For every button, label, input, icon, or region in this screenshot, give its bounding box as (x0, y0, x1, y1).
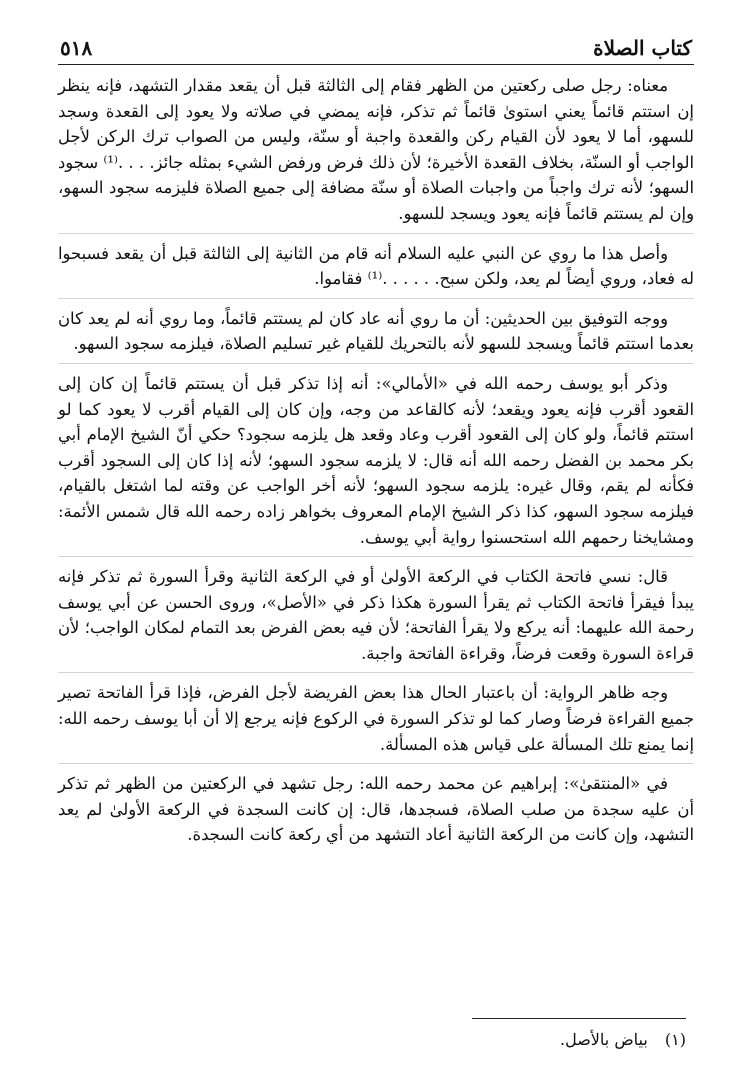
chapter-title: كتاب الصلاة (593, 36, 692, 60)
footnote (50, 1028, 686, 1052)
running-header (58, 26, 694, 65)
page-number: ٥١٨ (60, 36, 93, 60)
footnote-marker: (١) (664, 1030, 686, 1049)
paragraph: معناه: رجل صلى ركعتين من الظهر فقام إلى الثالثة قبل أن يقعد مقدار التشهد، فإنه ينظر إن استتم قائماً يعني استوىٰ قائماً ثم تذكر، فإنه يمضي في صلاته ولا يعود إلى القعدة وسجد للسهو، أما لا يعود لأن القيام ركن والقعدة واجبة أو سنّة، وليس من الصواب ترك الركن لأجل الواجب أو السنّة، بخلاف القعدة الأخيرة؛ لأن ذلك فرض ورفض الشيء بمثله جائز. . . .⁽¹⁾ سجود السهو؛ لأنه ترك واجباً من واجبات الصلاة أو سنّة مضافة إلى جميع الصلاة فليزمه سجود السهو، وإن لم يستتم قائماً فإنه يعود ويسجد للسهو. (58, 76, 694, 223)
paragraph: وجه ظاهر الرواية: أن باعتبار الحال هذا بعض الفريضة لأجل الفرض، فإذا قرأ الفاتحة تصير جميع القراءة فرضاً وصار كما لو تذكر السورة في الركوع فإنه يرجع إلا أن أبا يوسف رحمه الله: إنما يمنع تلك المسألة على قياس هذه المسألة. (58, 672, 694, 757)
page (58, 26, 694, 850)
paragraph: ووجه التوفيق بين الحديثين: أن ما روي أنه عاد كان لم يستتم قائماً، وما روي أنه لم يعد كان بعدما استتم قائماً ويسجد للسهو لأنه بالتحريك للقيام غير تسليم الصلاة، فيلزمه سجود السهو. (58, 298, 694, 357)
paragraph: قال: نسي فاتحة الكتاب في الركعة الأولىٰ أو في الركعة الثانية وقرأ السورة ثم تذكر فإنه يبدأ فيقرأ فاتحة الكتاب ثم يقرأ السورة هكذا ذكر في «الأصل»، وروى الحسن عن أبي يوسف رحمة الله عليهما: أنه يركع ولا يقرأ الفاتحة؛ لأن فيه بعض الفرض بعد التمام لمكان الواجب؛ لأن قراءة السورة وقعت فرضاً، وقراءة الفاتحة واجبة. (58, 556, 694, 666)
paragraph: وأصل هذا ما روي عن النبي عليه السلام أنه قام من الثانية إلى الثالثة قبل أن يقعد فسبحوا له فعاد، وروي أيضاً لم يعد، ولكن سبح. . . . . .⁽¹⁾ فقاموا. (58, 233, 694, 292)
paragraph: وذكر أبو يوسف رحمه الله في «الأمالي»: أنه إذا تذكر قبل أن يستتم قائماً إن كان إلى القعود أقرب فإنه يعود ويقعد؛ لأنه كالقاعد من وجه، وإن كان إلى القيام أقرب لا يعود كما لو استتم قائماً، ولو كان إلى القعود أقرب وعاد وقعد هل يلزمه سجود؟ حكي أنّ الشيخ الإمام أبي بكر محمد بن الفضل رحمه الله أنه قال: لا يلزمه سجود السهو؛ لأنه إذا كان إلى السجود أقرب فكأنه لم يقم، وقال غيره: يلزمه سجود السهو؛ لأنه أخر الواجب عن وقته لما اشتغل بالقيام، فيلزمه سجود السهو، كذا ذكر الشيخ الإمام المعروف بخواهر زاده رحمه الله قال شمس الأئمة: ومشايخنا رحمهم الله استحسنوا رواية أبي يوسف. (58, 363, 694, 550)
main-text (58, 73, 694, 848)
paragraph: في «المنتقىٰ»: إبراهيم عن محمد رحمه الله: رجل تشهد في الركعتين من الظهر ثم تذكر أن عليه سجدة من صلب الصلاة، فسجدها، قال: إن كانت السجدة في الركعة الأولىٰ لم يعد التشهد، وإن كانت من الركعة الثانية أعاد التشهد من أي ركعة كانت السجدة. (58, 763, 694, 848)
footnote-text: بياض بالأصل. (559, 1030, 648, 1049)
footnote-separator (472, 1018, 686, 1019)
